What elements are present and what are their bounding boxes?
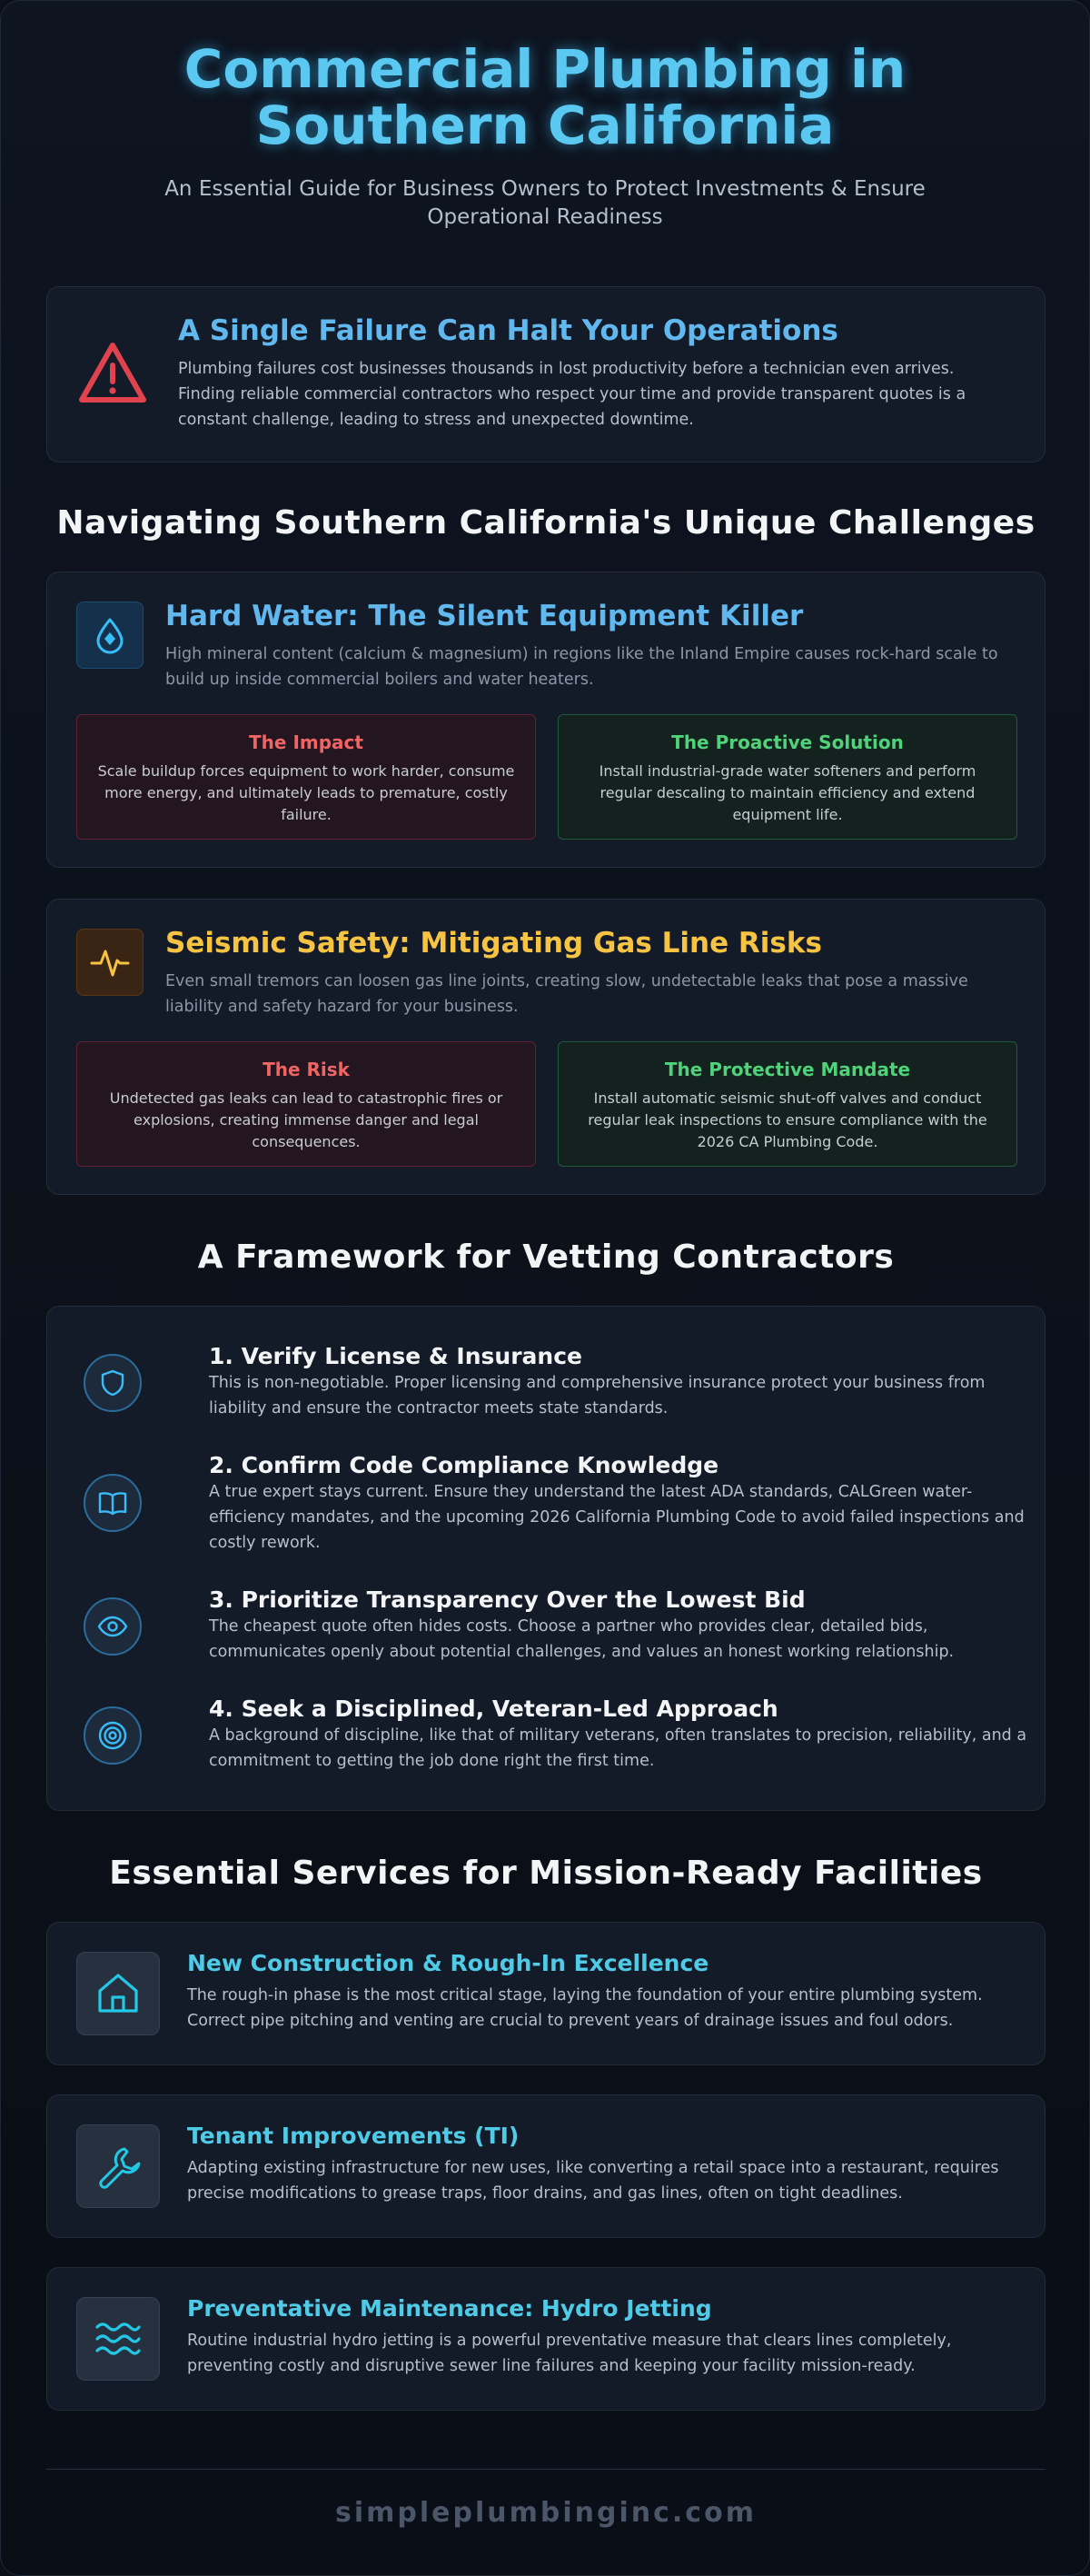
impact-title: The Impact xyxy=(249,731,363,753)
title-line-1: Commercial Plumbing in xyxy=(183,38,907,100)
framework-section-title: A Framework for Vetting Contractors xyxy=(197,1238,895,1276)
service-title: New Construction & Rough-In Excellence xyxy=(187,1950,709,1976)
mandate-title: The Protective Mandate xyxy=(664,1059,911,1080)
pulse-icon xyxy=(76,929,144,996)
service-card-tenant-improvements xyxy=(46,2094,1045,2238)
solution-box xyxy=(558,714,1017,840)
service-text: Adapting existing infrastructure for new uses, like converting a retail space into a restaurant, requires precise modifications to grease traps, floor drains, and gas lines, often on tight deadlines. xyxy=(187,2159,999,2203)
eye-icon xyxy=(84,1597,142,1656)
footer-website: simpleplumbinginc.com xyxy=(335,2497,757,2529)
step-text: The cheapest quote often hides costs. Choose a partner who provides clear, detailed bids, communicates openly about potential challenges, and values an honest working relationship. xyxy=(209,1617,955,1661)
service-title: Tenant Improvements (TI) xyxy=(187,2123,520,2149)
mandate-text: Install automatic seismic shut-off valves and conduct regular leak inspections to ensure compliance with the 2026 CA Plumbing Code. xyxy=(588,1089,987,1150)
step-text: A background of discipline, like that of military veterans, often translates to precision, reliability, and a commitment to getting the job done right the first time. xyxy=(209,1726,1027,1770)
warning-triangle-icon xyxy=(76,340,149,407)
operations-alert-card xyxy=(46,286,1045,462)
step-title: 4. Seek a Disciplined, Veteran-Led Approach xyxy=(209,1696,778,1722)
step-title: 1. Verify License & Insurance xyxy=(209,1343,582,1369)
challenges-section-title: Navigating Southern California's Unique Challenges xyxy=(56,504,1036,542)
alert-text: Plumbing failures cost businesses thousands in lost productivity before a technician even arrives. Finding reliable commercial contractors who respect your time and provide transparent quotes is a constant challenge, leading to stress and unexpected downtime. xyxy=(178,360,966,429)
alert-title: A Single Failure Can Halt Your Operations xyxy=(178,314,838,347)
impact-box xyxy=(76,714,536,840)
challenge-card-hard-water xyxy=(46,572,1045,868)
risk-title: The Risk xyxy=(263,1059,350,1080)
challenge-description: Even small tremors can loosen gas line joints, creating slow, undetectable leaks that pose a massive liability and safety hazard for your business. xyxy=(165,972,968,1016)
challenge-title: Seismic Safety: Mitigating Gas Line Risks xyxy=(165,927,822,960)
shield-icon xyxy=(84,1354,142,1412)
service-text: Routine industrial hydro jetting is a powerful preventative measure that clears lines completely, preventing costly and disruptive sewer line failures and keeping your facility mission-ready. xyxy=(187,2332,952,2375)
waves-icon xyxy=(76,2297,160,2381)
mandate-box xyxy=(558,1041,1017,1167)
footer-divider xyxy=(46,2469,1045,2470)
service-text: The rough-in phase is the most critical stage, laying the foundation of your entire plumbing system. Correct pipe pitching and venting are crucial to prevent years of drainage issues and foul odors. xyxy=(187,1986,983,2030)
target-icon xyxy=(84,1706,142,1765)
vetting-framework-card xyxy=(46,1306,1045,1811)
home-icon xyxy=(76,1952,160,2035)
title-line-2: Southern California xyxy=(255,94,835,156)
solution-text: Install industrial-grade water softeners and perform regular descaling to maintain efficiency and extend equipment life. xyxy=(599,762,976,823)
risk-text: Undetected gas leaks can lead to catastrophic fires or explosions, creating immense danger and legal consequences. xyxy=(109,1089,503,1150)
challenge-card-seismic xyxy=(46,899,1045,1195)
impact-text: Scale buildup forces equipment to work harder, consume more energy, and ultimately leads to premature, costly failure. xyxy=(97,762,515,823)
services-section-title: Essential Services for Mission-Ready Facilities xyxy=(109,1855,983,1892)
step-title: 3. Prioritize Transparency Over the Lowest Bid xyxy=(209,1586,806,1613)
service-title: Preventative Maintenance: Hydro Jetting xyxy=(187,2295,712,2322)
water-drop-icon xyxy=(76,602,144,669)
wrench-icon xyxy=(76,2124,160,2208)
solution-title: The Proactive Solution xyxy=(671,731,904,753)
step-text: A true expert stays current. Ensure they understand the latest ADA standards, CALGreen water-efficiency mandates, and the upcoming 2026 California Plumbing Code to avoid failed inspections and costly rework. xyxy=(209,1483,1025,1552)
hero-header xyxy=(1,1,1089,232)
challenge-description: High mineral content (calcium & magnesium) in regions like the Inland Empire causes rock-hard scale to build up inside commercial boilers and water heaters. xyxy=(165,645,998,689)
page-title xyxy=(1,38,1089,156)
service-card-new-construction xyxy=(46,1922,1045,2065)
step-text: This is non-negotiable. Proper licensing and comprehensive insurance protect your business from liability and ensure the contractor meets state standards. xyxy=(209,1374,986,1417)
risk-box xyxy=(76,1041,536,1167)
book-icon xyxy=(84,1474,142,1532)
step-title: 2. Confirm Code Compliance Knowledge xyxy=(209,1452,719,1478)
service-card-hydro-jetting xyxy=(46,2267,1045,2411)
challenge-title: Hard Water: The Silent Equipment Killer xyxy=(165,600,804,632)
page-subtitle: An Essential Guide for Business Owners to Protect Investments & Ensure Operational Readiness xyxy=(164,177,926,229)
